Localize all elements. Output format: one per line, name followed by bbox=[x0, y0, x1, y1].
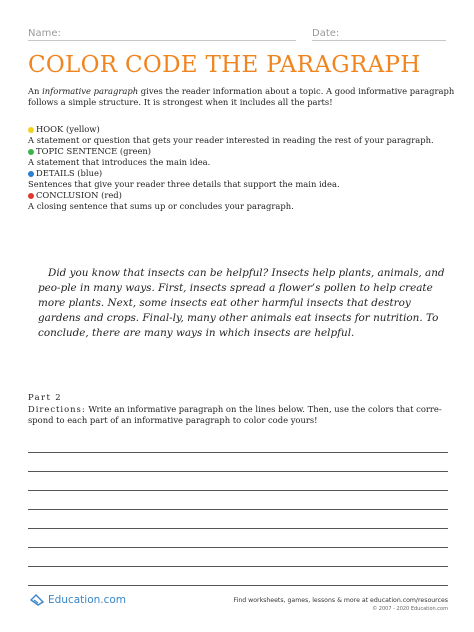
writing-line-5[interactable] bbox=[28, 528, 448, 529]
name-line bbox=[28, 40, 296, 41]
definition-topic bbox=[28, 146, 448, 168]
term-conclusion: CONCLUSION (red) bbox=[36, 190, 122, 200]
date-label: Date: bbox=[312, 28, 340, 39]
brand-name: Education.com bbox=[48, 594, 127, 606]
directions-text: Write an informative paragraph on the lines below. Then, use the colors that corre-spond to each part of an informative paragraph to color code yours! bbox=[28, 404, 442, 425]
term-details: DETAILS (blue) bbox=[36, 168, 103, 178]
desc-hook: A statement or question that gets your reader interested in reading the rest of your paragraph. bbox=[28, 135, 434, 145]
green-dot-icon bbox=[28, 149, 34, 155]
desc-conclusion: A closing sentence that sums up or concludes your paragraph. bbox=[28, 201, 294, 211]
writing-line-4[interactable] bbox=[28, 509, 448, 510]
directions-label: Directions: bbox=[28, 404, 86, 414]
desc-details: Sentences that give your reader three details that support the main idea. bbox=[28, 179, 340, 189]
page-title: COLOR CODE THE PARAGRAPH bbox=[28, 52, 421, 78]
education-logo-icon bbox=[30, 594, 44, 606]
intro-paragraph: An informative paragraph gives the reader information about a topic. A good informative paragraph follows a simple structure. It is strongest when it includes all the parts! bbox=[28, 86, 455, 107]
term-topic: TOPIC SENTENCE (green) bbox=[36, 146, 152, 156]
blue-dot-icon bbox=[28, 171, 34, 177]
red-dot-icon bbox=[28, 193, 34, 199]
desc-topic: A statement that introduces the main idea. bbox=[28, 157, 211, 167]
writing-line-7[interactable] bbox=[28, 566, 448, 567]
sample-paragraph: Did you know that insects can be helpful? Insects help plants, animals, and peo-ple in many ways. First, insects spread a flower’s pollen to help create more plants. Next, some insects eat other harmful insects that destroy gardens and crops. Final-ly, many other animals eat insects for nutrition. To conclude, there are many ways in which insects are helpful. bbox=[38, 267, 445, 339]
definition-conclusion bbox=[28, 190, 448, 212]
name-label: Name: bbox=[28, 28, 61, 39]
writing-line-2[interactable] bbox=[28, 471, 448, 472]
writing-line-1[interactable] bbox=[28, 452, 448, 453]
footer-tagline: Find worksheets, games, lessons & more at education.com/resources bbox=[233, 597, 448, 604]
term-hook: HOOK (yellow) bbox=[36, 124, 100, 134]
footer-text bbox=[234, 596, 448, 614]
writing-line-6[interactable] bbox=[28, 547, 448, 548]
footer-copyright: © 2007 - 2020 Education.com bbox=[372, 606, 448, 612]
definition-hook bbox=[28, 124, 448, 146]
definition-details bbox=[28, 168, 448, 190]
writing-line-8[interactable] bbox=[28, 585, 448, 586]
part2-heading: Part 2 bbox=[28, 392, 63, 402]
directions bbox=[28, 404, 456, 426]
writing-line-3[interactable] bbox=[28, 490, 448, 491]
date-line bbox=[312, 40, 446, 41]
yellow-dot-icon bbox=[28, 127, 34, 133]
education-logo[interactable] bbox=[30, 594, 126, 606]
